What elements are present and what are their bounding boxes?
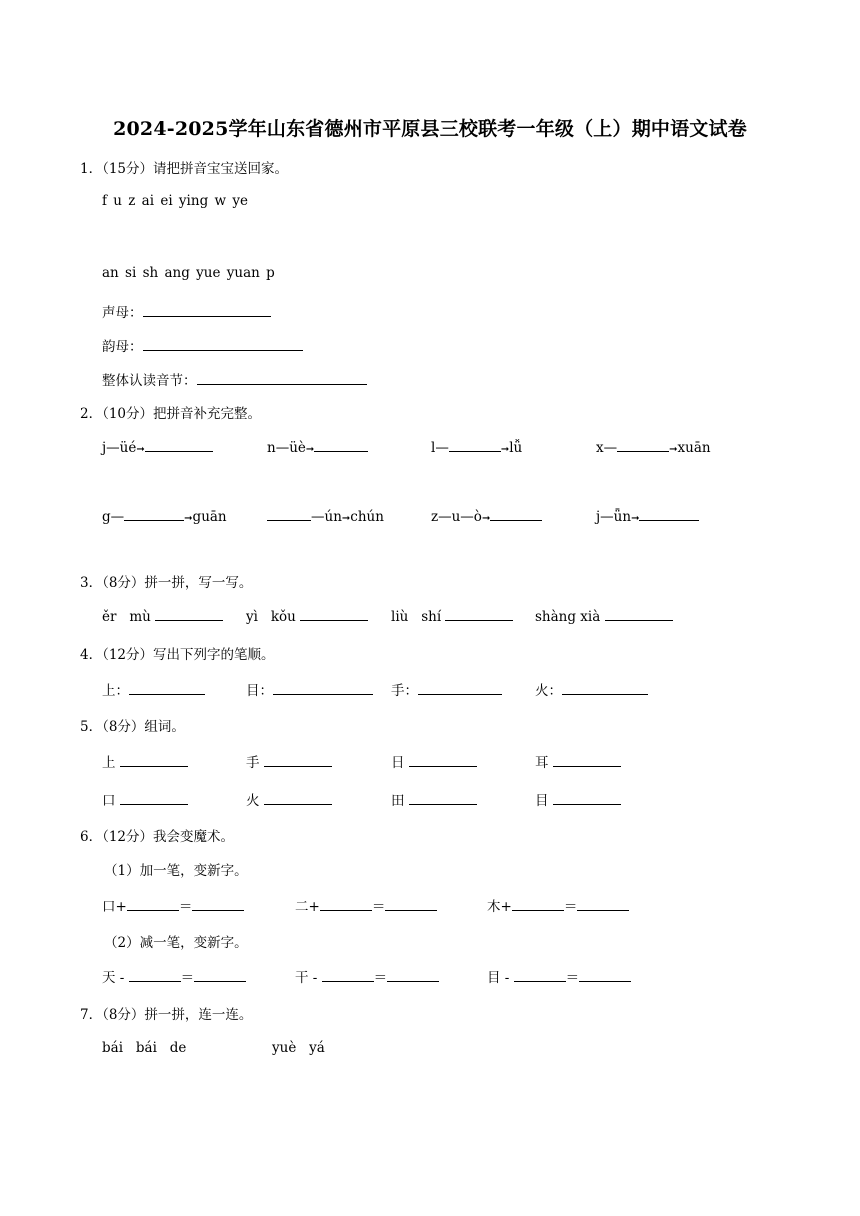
q6-blank[interactable] [385,897,437,911]
q4-blank[interactable] [273,681,373,695]
q4-blank[interactable] [418,681,502,695]
q5-item: 日 [391,751,477,771]
q3-item-2: yì kǒu [246,607,368,625]
q5-item: 田 [391,789,477,809]
q2-blank[interactable] [617,438,669,452]
q3-item-4: shàng xià [535,607,673,625]
q6-blank[interactable] [192,897,244,911]
q4-item-3: 手： [391,679,502,699]
q2-blank[interactable] [267,507,311,521]
question-6-heading: 6．（12分）我会变魔术。 [80,829,235,845]
q6-add-item: 二+ ＝ [295,895,437,915]
arrow-right-icon: ➞ [500,444,510,455]
q6-add-item: 口+ ＝ [102,895,244,915]
q6-blank[interactable] [514,968,566,982]
yunmu-answer-blank[interactable] [143,337,303,351]
q1-pinyin-row-2: an si sh ang yue yuan p [102,265,275,281]
question-5-heading: 5．（8分）组词。 [80,719,185,735]
q2-blank[interactable] [124,507,184,521]
q6-blank[interactable] [512,897,564,911]
q6-blank[interactable] [579,968,631,982]
arrow-right-icon: ➞ [631,513,640,524]
q6-blank[interactable] [129,968,181,982]
q2-blank[interactable] [314,438,368,452]
q1-pinyin-row-1: f u z ai ei ying w ye [102,193,248,209]
q3-blank[interactable] [445,607,513,621]
q2-item-1: j—üé➞ [102,438,213,456]
q7-pinyin-right: yuè yá [272,1040,325,1056]
q5-item: 目 [535,789,621,809]
q5-blank[interactable] [120,753,188,767]
q5-blank[interactable] [553,791,621,805]
q6-subtract-item: 天 - ＝ [102,966,246,986]
q3-blank[interactable] [300,607,368,621]
q5-blank[interactable] [409,791,477,805]
arrow-right-icon: ➞ [481,513,491,524]
question-7-heading: 7．（8分）拼一拼，连一连。 [80,1007,253,1023]
q6-blank[interactable] [387,968,439,982]
q2-blank[interactable] [490,507,542,521]
q6-subtract-item: 干 - ＝ [295,966,439,986]
q2-item-5: g— ➞guān [102,509,227,525]
q5-item: 上 [102,751,188,771]
q6-add-item: 木+ ＝ [487,895,629,915]
q2-item-8: j—ǖn➞ [596,507,699,525]
q3-blank[interactable] [155,607,223,621]
arrow-right-icon: ➞ [136,444,145,455]
question-1-heading: 1．（15分）请把拼音宝宝送回家。 [80,161,289,177]
q3-blank[interactable] [605,607,673,621]
q6-blank[interactable] [127,897,179,911]
q2-blank[interactable] [639,507,699,521]
q5-item: 耳 [535,751,621,771]
question-4-heading: 4．（12分）写出下列字的笔顺。 [80,647,275,663]
page-title: 2024-2025学年山东省德州市平原县三校联考一年级（上）期中语文试卷 [113,118,747,140]
question-3-heading: 3．（8分）拼一拼，写一写。 [80,575,253,591]
q5-blank[interactable] [553,753,621,767]
q2-blank[interactable] [449,438,501,452]
q4-blank[interactable] [562,681,648,695]
arrow-right-icon: ➞ [305,444,315,455]
q5-item: 火 [246,789,332,809]
q5-blank[interactable] [120,791,188,805]
q2-item-7: z—u—ò➞ [431,507,542,525]
q6-blank[interactable] [577,897,629,911]
q7-pinyin-left: bái bái de [102,1040,187,1056]
q2-item-6: —ún➞chún [267,507,384,525]
shengmu-label: 声母： [102,305,143,321]
q1-shengmu-line [102,301,271,321]
q6-subtract-item: 目 - ＝ [487,966,631,986]
q4-item-1: 上： [102,679,205,699]
shengmu-answer-blank[interactable] [143,303,271,317]
q6-subheading-add: （1）加一笔，变新字。 [104,863,248,879]
q6-blank[interactable] [320,897,372,911]
q4-item-4: 火： [535,679,648,699]
zhengti-label: 整体认读音节： [102,373,197,389]
q5-blank[interactable] [264,753,332,767]
q2-item-3: l— ➞lǚ [431,440,523,456]
q5-blank[interactable] [264,791,332,805]
q5-item: 手 [246,751,332,771]
q1-zhengti-line [102,369,367,389]
q2-item-4: x— ➞xuān [596,440,711,456]
q5-blank[interactable] [409,753,477,767]
yunmu-label: 韵母： [102,339,143,355]
q1-yunmu-line [102,335,303,355]
q4-blank[interactable] [129,681,205,695]
q6-blank[interactable] [322,968,374,982]
arrow-right-icon: ➞ [669,444,678,455]
arrow-right-icon: ➞ [184,513,193,524]
arrow-right-icon: ➞ [341,513,351,524]
q6-subheading-subtract: （2）减一笔，变新字。 [104,935,248,951]
zhengti-answer-blank[interactable] [197,371,367,385]
q3-item-3: liù shí [391,607,513,625]
q3-item-1: ěr mù [102,607,223,625]
q6-blank[interactable] [194,968,246,982]
q4-item-2: 目： [246,679,373,699]
q2-item-2: n—üè➞ [267,438,368,456]
q5-item: 口 [102,789,188,809]
q2-blank[interactable] [145,438,213,452]
question-2-heading: 2．（10分）把拼音补充完整。 [80,406,262,422]
